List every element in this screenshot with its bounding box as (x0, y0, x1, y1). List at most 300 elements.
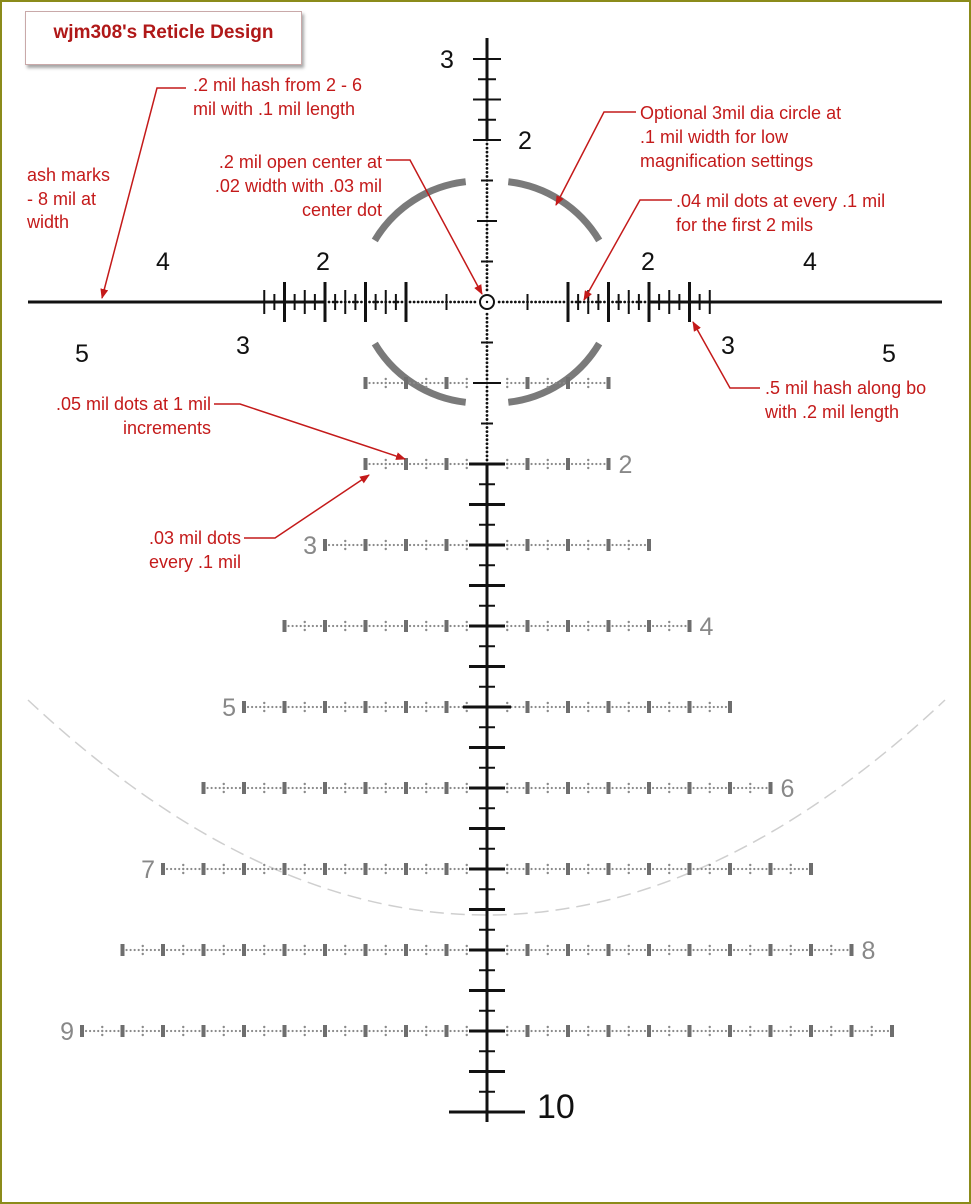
holdover-label-4: 4 (699, 613, 714, 641)
holdover-dot (287, 868, 289, 870)
horizontal-dot (522, 301, 525, 304)
holdover-dot (571, 949, 573, 951)
holdover-mil-mark (607, 539, 611, 551)
holdover-dot (571, 463, 573, 465)
holdover-dot (433, 382, 435, 384)
holdover-dot (441, 463, 443, 465)
holdover-dot (733, 1030, 735, 1032)
holdover-half-dot (830, 1034, 832, 1036)
holdover-mil-mark (526, 620, 530, 632)
holdover-dot (227, 1030, 229, 1032)
holdover-half-dot (385, 702, 387, 704)
holdover-dot (312, 706, 314, 708)
vertical-top-dot (486, 228, 489, 231)
holdover-dot (583, 706, 585, 708)
holdover-half-dot (344, 710, 346, 712)
svg-text:magnification settings: magnification settings (640, 151, 814, 171)
holdover-mil-mark (728, 863, 732, 875)
holdover-half-dot (587, 872, 589, 874)
holdover-dot (373, 787, 375, 789)
holdover-mil-mark (242, 944, 246, 956)
holdover-dot (255, 868, 257, 870)
holdover-mil-mark (364, 620, 368, 632)
holdover-dot (352, 868, 354, 870)
holdover-dot (227, 868, 229, 870)
holdover-half-dot (263, 953, 265, 955)
vertical-top-dot (486, 147, 489, 150)
holdover-dot (308, 868, 310, 870)
holdover-half-dot (668, 868, 670, 870)
holdover-dot (697, 787, 699, 789)
holdover-dot (802, 868, 804, 870)
holdover-dot (462, 382, 464, 384)
holdover-half-dot (628, 783, 630, 785)
holdover-dot (356, 625, 358, 627)
holdover-dot (510, 949, 512, 951)
holdover-dot (421, 544, 423, 546)
holdover-half-dot (668, 953, 670, 955)
holdover-mil-mark (404, 458, 408, 470)
holdover-dot (518, 544, 520, 546)
holdover-dot (279, 787, 281, 789)
holdover-half-dot (790, 864, 792, 866)
holdover-dot (336, 787, 338, 789)
holdover-half-dot (344, 864, 346, 866)
holdover-dot (652, 625, 654, 627)
holdover-half-dot (263, 864, 265, 866)
holdover-mil-mark (323, 539, 327, 551)
horizontal-dot (397, 301, 400, 304)
holdover-dot (640, 868, 642, 870)
holdover-half-dot (425, 386, 427, 388)
holdover-dot (684, 868, 686, 870)
holdover-dot (409, 544, 411, 546)
holdover-dot (247, 949, 249, 951)
holdover-dot (393, 463, 395, 465)
horizontal-dot (599, 301, 602, 304)
holdover-dot (227, 787, 229, 789)
holdover-dot (328, 1030, 330, 1032)
label-upper-left-4: 4 (156, 248, 170, 276)
holdover-dot (676, 706, 678, 708)
holdover-dot (761, 868, 763, 870)
holdover-dot (684, 1030, 686, 1032)
holdover-dot (429, 868, 431, 870)
vertical-bottom-dot (486, 337, 489, 340)
holdover-dot (765, 949, 767, 951)
holdover-half-dot (871, 1026, 873, 1028)
holdover-half-dot (587, 710, 589, 712)
holdover-dot (458, 463, 460, 465)
holdover-dot (352, 949, 354, 951)
holdover-dot (231, 787, 233, 789)
holdover-dot (292, 787, 294, 789)
horizontal-dot (506, 301, 509, 304)
holdover-half-dot (628, 540, 630, 542)
holdover-dot (672, 706, 674, 708)
holdover-dot (879, 1030, 881, 1032)
holdover-dot (458, 382, 460, 384)
holdover-mil-mark (161, 1025, 165, 1037)
holdover-dot (680, 787, 682, 789)
holdover-dot (296, 706, 298, 708)
holdover-dot (348, 1030, 350, 1032)
holdover-mil-mark (242, 1025, 246, 1037)
svg-text:.2 mil hash from 2 - 6: .2 mil hash from 2 - 6 (193, 75, 363, 95)
holdover-dot (620, 1030, 622, 1032)
svg-text:with .2 mil length: with .2 mil length (765, 402, 900, 422)
holdover-half-dot (425, 544, 427, 546)
holdover-dot (599, 625, 601, 627)
holdover-dot (154, 1030, 156, 1032)
vertical-bottom-dot (486, 426, 489, 429)
vertical-top-dot (486, 191, 489, 194)
holdover-dot (231, 949, 233, 951)
holdover-dot (259, 949, 261, 951)
holdover-dot (211, 868, 213, 870)
holdover-half-dot (466, 386, 468, 388)
holdover-dot (514, 868, 516, 870)
holdover-half-dot (385, 544, 387, 546)
holdover-half-dot (223, 791, 225, 793)
holdover-dot (231, 1030, 233, 1032)
holdover-dot (802, 1030, 804, 1032)
holdover-dot (271, 787, 273, 789)
holdover-mil-mark (283, 701, 287, 713)
holdover-half-dot (628, 548, 630, 550)
holdover-dot (287, 1030, 289, 1032)
holdover-half-dot (506, 382, 508, 384)
holdover-dot (591, 382, 593, 384)
holdover-half-dot (466, 864, 468, 866)
holdover-half-dot (628, 1034, 630, 1036)
holdover-half-dot (506, 629, 508, 631)
holdover-half-dot (344, 621, 346, 623)
holdover-half-dot (709, 1034, 711, 1036)
holdover-dot (632, 1030, 634, 1032)
holdover-dot (417, 787, 419, 789)
holdover-half-dot (506, 544, 508, 546)
holdover-half-dot (425, 787, 427, 789)
holdover-dot (583, 625, 585, 627)
holdover-dot (632, 625, 634, 627)
holdover-mil-mark (688, 782, 692, 794)
holdover-dot (437, 868, 439, 870)
svg-text:ash marks: ash marks (27, 165, 111, 185)
horizontal-dot (356, 301, 359, 304)
holdover-dot (401, 544, 403, 546)
holdover-dot (518, 706, 520, 708)
holdover-dot (741, 949, 743, 951)
holdover-dot (413, 382, 415, 384)
leader-optional-circle (556, 112, 636, 205)
holdover-dot (595, 949, 597, 951)
holdover-dot (563, 544, 565, 546)
holdover-half-dot (587, 702, 589, 704)
holdover-dot (551, 382, 553, 384)
holdover-dot (255, 949, 257, 951)
holdover-dot (417, 382, 419, 384)
holdover-half-dot (385, 467, 387, 469)
holdover-half-dot (709, 710, 711, 712)
holdover-dot (251, 706, 253, 708)
holdover-mil-mark (323, 863, 327, 875)
vertical-bottom-dot (486, 345, 489, 348)
horizontal-dot (583, 301, 586, 304)
holdover-half-dot (142, 945, 144, 947)
holdover-half-dot (668, 621, 670, 623)
holdover-dot (599, 949, 601, 951)
horizontal-dot (328, 301, 331, 304)
holdover-dot (571, 544, 573, 546)
holdover-dot (437, 706, 439, 708)
holdover-half-dot (587, 629, 589, 631)
holdover-dot (559, 382, 561, 384)
holdover-dot (449, 544, 451, 546)
annotation-dots-03 (149, 528, 241, 572)
holdover-dot (454, 949, 456, 951)
holdover-dot (454, 625, 456, 627)
holdover-half-dot (223, 945, 225, 947)
horizontal-dot (413, 301, 416, 304)
holdover-dot (417, 625, 419, 627)
holdover-dot (393, 1030, 395, 1032)
holdover-dot (745, 868, 747, 870)
holdover-half-dot (223, 1030, 225, 1032)
holdover-mil-mark (647, 701, 651, 713)
holdover-dot (166, 1030, 168, 1032)
holdover-dot (393, 868, 395, 870)
holdover-half-dot (587, 949, 589, 951)
holdover-half-dot (628, 787, 630, 789)
holdover-dot (389, 625, 391, 627)
holdover-half-dot (547, 382, 549, 384)
holdover-half-dot (304, 1030, 306, 1032)
holdover-dot (441, 382, 443, 384)
horizontal-dot (469, 301, 472, 304)
holdover-mil-mark (323, 1025, 327, 1037)
vertical-bottom-dot (486, 349, 489, 352)
holdover-dot (757, 787, 759, 789)
holdover-half-dot (304, 702, 306, 704)
holdover-dot (206, 1030, 208, 1032)
holdover-half-dot (344, 872, 346, 874)
holdover-dot (672, 1030, 674, 1032)
holdover-half-dot (263, 868, 265, 870)
holdover-half-dot (628, 945, 630, 947)
holdover-half-dot (709, 1026, 711, 1028)
holdover-dot (539, 463, 541, 465)
holdover-dot (599, 706, 601, 708)
holdover-mil-mark (404, 944, 408, 956)
holdover-dot (603, 868, 605, 870)
horizontal-dot (449, 301, 452, 304)
holdover-half-dot (749, 791, 751, 793)
holdover-dot (190, 1030, 192, 1032)
holdover-dot (449, 949, 451, 951)
holdover-half-dot (749, 872, 751, 874)
holdover-dot (377, 949, 379, 951)
holdover-dot (603, 787, 605, 789)
holdover-dot (535, 625, 537, 627)
holdover-dot (713, 787, 715, 789)
vertical-top-dot (486, 280, 489, 283)
holdover-half-dot (425, 945, 427, 947)
holdover-dot (368, 625, 370, 627)
holdover-dot (454, 544, 456, 546)
holdover-dot (397, 949, 399, 951)
holdover-dot (697, 868, 699, 870)
holdover-half-dot (425, 864, 427, 866)
holdover-half-dot (385, 1026, 387, 1028)
holdover-dot (530, 949, 532, 951)
horizontal-dot (648, 301, 651, 304)
holdover-half-dot (547, 872, 549, 874)
holdover-half-dot (547, 540, 549, 542)
holdover-dot (603, 544, 605, 546)
holdover-mil-mark (809, 944, 813, 956)
horizontal-dot (615, 301, 618, 304)
holdover-dot (421, 625, 423, 627)
holdover-half-dot (223, 1026, 225, 1028)
holdover-mil-mark (364, 1025, 368, 1037)
holdover-dot (778, 949, 780, 951)
holdover-dot (336, 868, 338, 870)
holdover-half-dot (668, 1030, 670, 1032)
holdover-half-dot (547, 621, 549, 623)
horizontal-dot (352, 301, 355, 304)
holdover-dot (320, 1030, 322, 1032)
holdover-half-dot (506, 463, 508, 465)
holdover-dot (462, 625, 464, 627)
holdover-dot (692, 1030, 694, 1032)
holdover-half-dot (385, 625, 387, 627)
leader-dots-05 (214, 404, 405, 459)
holdover-mil-mark (283, 1025, 287, 1037)
horizontal-dot (421, 301, 424, 304)
holdover-half-dot (668, 1026, 670, 1028)
holdover-dot (130, 1030, 132, 1032)
holdover-dot (583, 949, 585, 951)
vertical-bottom-dot (486, 386, 489, 389)
holdover-dot (215, 1030, 217, 1032)
horizontal-dot (409, 301, 412, 304)
holdover-half-dot (466, 1034, 468, 1036)
holdover-dot (636, 625, 638, 627)
holdover-dot (705, 1030, 707, 1032)
holdover-dot (559, 625, 561, 627)
holdover-half-dot (304, 864, 306, 866)
holdover-dot (449, 382, 451, 384)
holdover-half-dot (628, 872, 630, 874)
holdover-dot (178, 1030, 180, 1032)
holdover-dot (583, 868, 585, 870)
holdover-half-dot (547, 864, 549, 866)
holdover-dot (340, 544, 342, 546)
holdover-dot (575, 787, 577, 789)
vertical-bottom-dot (486, 438, 489, 441)
holdover-dot (551, 463, 553, 465)
holdover-dot (421, 382, 423, 384)
holdover-dot (518, 382, 520, 384)
holdover-dot (271, 1030, 273, 1032)
holdover-half-dot (344, 1030, 346, 1032)
holdover-dot (551, 706, 553, 708)
vertical-bottom-dot (486, 317, 489, 320)
holdover-dot (356, 544, 358, 546)
holdover-half-dot (709, 791, 711, 793)
holdover-dot (616, 949, 618, 951)
holdover-dot (397, 544, 399, 546)
leader-open-center (386, 160, 482, 294)
holdover-dot (620, 787, 622, 789)
holdover-dot (255, 706, 257, 708)
holdover-half-dot (668, 791, 670, 793)
optional-3mil-circle (375, 182, 599, 403)
holdover-half-dot (385, 872, 387, 874)
holdover-dot (397, 787, 399, 789)
holdover-half-dot (668, 949, 670, 951)
holdover-dot (701, 787, 703, 789)
horizontal-dot (332, 301, 335, 304)
holdover-half-dot (547, 710, 549, 712)
holdover-dot (458, 949, 460, 951)
holdover-dot (373, 625, 375, 627)
holdover-dot (701, 1030, 703, 1032)
holdover-dot (539, 787, 541, 789)
vertical-top-dot (486, 232, 489, 235)
holdover-half-dot (709, 945, 711, 947)
holdover-dot (575, 625, 577, 627)
holdover-dot (664, 1030, 666, 1032)
holdover-dot (287, 949, 289, 951)
holdover-dot (543, 868, 545, 870)
holdover-dot (611, 544, 613, 546)
holdover-mil-mark (566, 620, 570, 632)
holdover-half-dot (506, 625, 508, 627)
holdover-half-dot (547, 702, 549, 704)
holdover-dot (563, 787, 565, 789)
holdover-dot (397, 382, 399, 384)
vertical-top-dot (486, 203, 489, 206)
holdover-dot (462, 949, 464, 951)
holdover-dot (636, 706, 638, 708)
holdover-dot (620, 868, 622, 870)
holdover-dot (563, 1030, 565, 1032)
holdover-dot (676, 1030, 678, 1032)
holdover-half-dot (830, 1026, 832, 1028)
holdover-half-dot (385, 949, 387, 951)
holdover-mil-mark (526, 1025, 530, 1037)
horizontal-dot (433, 301, 436, 304)
holdover-dot (247, 868, 249, 870)
svg-text:every .1 mil: every .1 mil (148, 552, 241, 572)
holdover-dot (368, 868, 370, 870)
holdover-half-dot (223, 783, 225, 785)
holdover-mil-mark (404, 377, 408, 389)
svg-text:for the first 2 mils: for the first 2 mils (676, 215, 814, 235)
holdover-dot (413, 706, 415, 708)
holdover-dot (138, 1030, 140, 1032)
holdover-dot (300, 1030, 302, 1032)
holdover-dot (279, 1030, 281, 1032)
holdover-dot (611, 706, 613, 708)
horizontal-dot (579, 301, 582, 304)
holdover-half-dot (547, 1030, 549, 1032)
vertical-top-dot (486, 175, 489, 178)
horizontal-dot (619, 301, 622, 304)
holdover-half-dot (587, 378, 589, 380)
